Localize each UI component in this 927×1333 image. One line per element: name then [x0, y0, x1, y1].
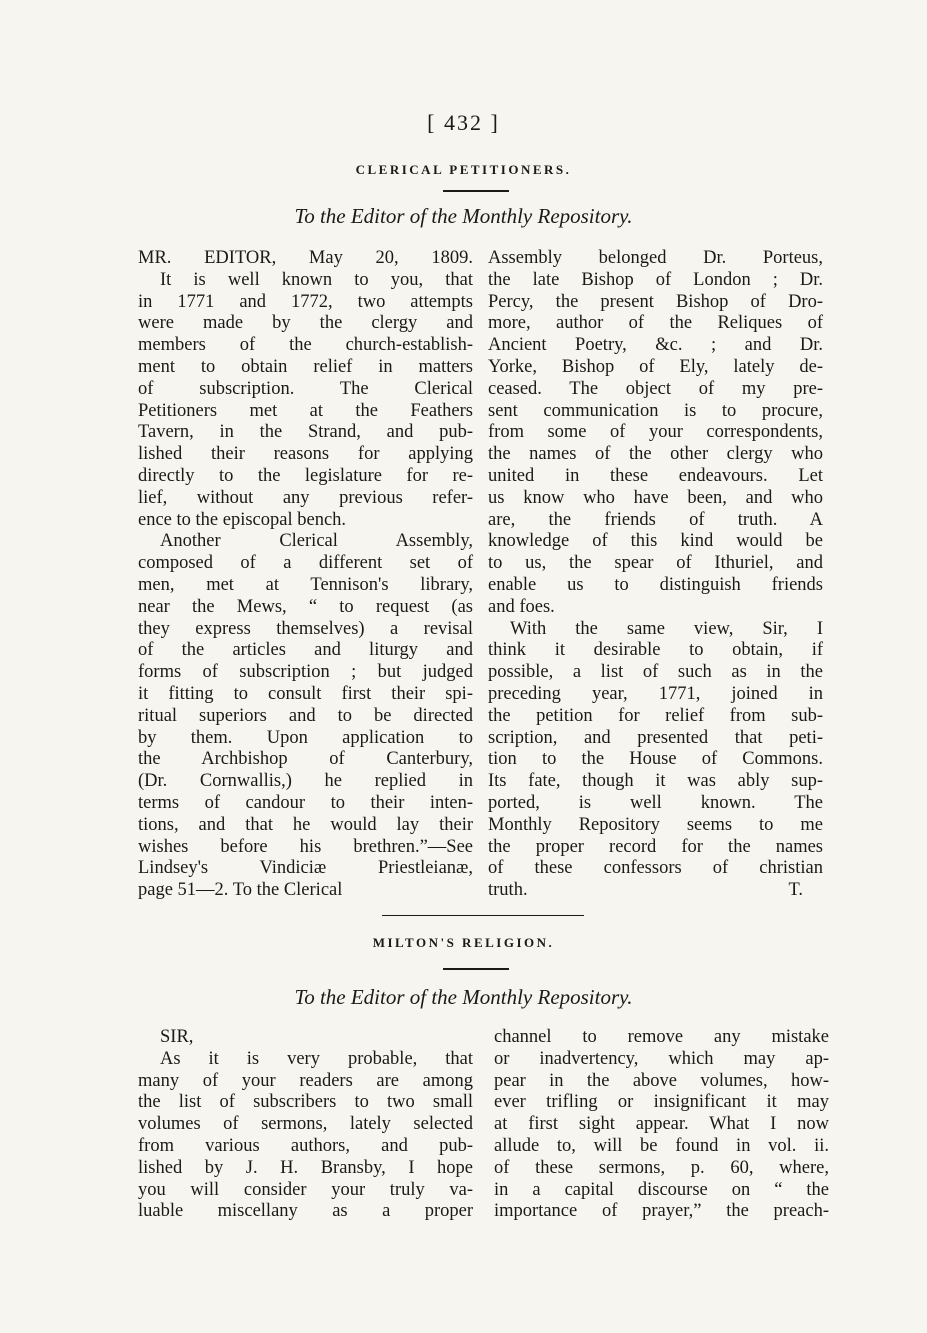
text-line: sent communication is to procure,: [488, 400, 823, 421]
text-line: to us, the spear of Ithuriel, and: [488, 553, 823, 574]
text-line: tions, and that he would lay their: [138, 814, 473, 835]
section1-right-column: [488, 248, 823, 902]
text-line: possible, a list of such as in the: [488, 662, 823, 683]
text-line: luable miscellany as a proper: [138, 1201, 473, 1222]
text-line: Assembly belonged Dr. Porteus,: [488, 248, 823, 268]
text-line: the Archbishop of Canterbury,: [138, 749, 473, 770]
text-line: the list of subscribers to two small: [138, 1092, 473, 1113]
section-heading-editor: To the Editor of the Monthly Repository.: [294, 985, 633, 1009]
text-line: Yorke, Bishop of Ely, lately de-: [488, 356, 823, 377]
text-line: in a capital discourse on “ the: [494, 1179, 829, 1200]
text-line: page 51—2. To the Clerical: [138, 880, 343, 901]
page-number: [ 432 ]: [427, 110, 500, 135]
text-line: think it desirable to obtain, if: [488, 640, 823, 661]
text-line: or inadvertency, which may ap-: [494, 1048, 829, 1069]
text-line: from some of your correspondents,: [488, 422, 823, 443]
text-line: volumes of sermons, lately selected: [138, 1114, 473, 1135]
text-line: wishes before his brethren.”—See: [138, 836, 473, 857]
text-line: As it is very probable, that: [160, 1048, 473, 1069]
text-line: With the same view, Sir, I: [510, 618, 823, 639]
text-line: men, met at Tennison's library,: [138, 574, 473, 595]
text-line: ported, is well known. The: [488, 792, 823, 813]
text-line: truth. T.: [488, 880, 823, 902]
text-line: the petition for relief from sub-: [488, 705, 823, 726]
text-line: lished their reasons for applying: [138, 444, 473, 465]
section-heading-editor: To the Editor of the Monthly Repository.: [294, 204, 633, 228]
signature: T.: [788, 880, 803, 901]
text-line: ritual superiors and to be directed: [138, 705, 473, 726]
title-rule: [443, 190, 509, 192]
text-line: Lindsey's Vindiciæ Priestleianæ,: [138, 858, 473, 879]
text-line: ceased. The object of my pre-: [488, 378, 823, 399]
text-line: they express themselves) a revisal: [138, 618, 473, 639]
text-line: many of your readers are among: [138, 1070, 473, 1091]
text-line: Another Clerical Assembly,: [160, 531, 473, 552]
text-line: the names of the other clergy who: [488, 444, 823, 465]
text-line: lief, without any previous refer-: [138, 487, 473, 508]
text-line: composed of a different set of: [138, 553, 473, 574]
text-line: (Dr. Cornwallis,) he replied in: [138, 771, 473, 792]
text-line: importance of prayer,” the preach-: [494, 1201, 829, 1222]
text-line: Its fate, though it was ably sup-: [488, 771, 823, 792]
text-line: more, author of the Reliques of: [488, 313, 823, 334]
text-line: Tavern, in the Strand, and pub-: [138, 422, 473, 443]
text-line: ence to the episcopal bench.: [138, 509, 347, 530]
text-line: in 1771 and 1772, two attempts: [138, 291, 473, 312]
text-line: members of the church-establish-: [138, 335, 473, 356]
section-divider-rule: [382, 915, 584, 916]
section1-left-column: [138, 248, 473, 902]
text-line: and foes.: [488, 596, 555, 617]
text-line: are, the friends of truth. A: [488, 509, 823, 530]
text-line: of subscription. The Clerical: [138, 378, 473, 399]
text-line: lished by J. H. Bransby, I hope: [138, 1157, 473, 1178]
text-line: channel to remove any mistake: [494, 1027, 829, 1047]
text-line: of these confessors of christian: [488, 858, 823, 879]
text-line: Ancient Poetry, &c. ; and Dr.: [488, 335, 823, 356]
text-line: Petitioners met at the Feathers: [138, 400, 473, 421]
text-line: us know who have been, and who: [488, 487, 823, 508]
text-line: terms of candour to their inten-: [138, 792, 473, 813]
section2-right-column: [494, 1027, 829, 1223]
text-line: the late Bishop of London ; Dr.: [488, 269, 823, 290]
text-line: tion to the House of Commons.: [488, 749, 823, 770]
text-line: forms of subscription ; but judged: [138, 662, 473, 683]
text-line: preceding year, 1771, joined in: [488, 683, 823, 704]
section2-left-column: [138, 1027, 473, 1223]
text-line: enable us to distinguish friends: [488, 574, 823, 595]
text-line: the proper record for the names: [488, 836, 823, 857]
text-line: of these sermons, p. 60, where,: [494, 1157, 829, 1178]
text-line: MR. EDITOR, May 20, 1809.: [138, 248, 473, 268]
text-line: were made by the clergy and: [138, 313, 473, 334]
text-line: It is well known to you, that: [160, 269, 473, 290]
text-line: of the articles and liturgy and: [138, 640, 473, 661]
text-line: near the Mews, “ to request (as: [138, 596, 473, 617]
text-line: you will consider your truly va-: [138, 1179, 473, 1200]
text-line: by them. Upon application to: [138, 727, 473, 748]
text-line: knowledge of this kind would be: [488, 531, 823, 552]
section-title-clerical-petitioners: CLERICAL PETITIONERS.: [355, 162, 572, 177]
text-line: ment to obtain relief in matters: [138, 356, 473, 377]
section-title-miltons-religion: MILTON'S RELIGION.: [372, 935, 555, 950]
text-line: it fitting to consult first their spi-: [138, 683, 473, 704]
text-line: ever trifling or insignificant it may: [494, 1092, 829, 1113]
text-line: SIR,: [160, 1027, 194, 1047]
text-line: at first sight appear. What I now: [494, 1114, 829, 1135]
text-line: allude to, will be found in vol. ii.: [494, 1135, 829, 1156]
text-line: Percy, the present Bishop of Dro-: [488, 291, 823, 312]
text-line: scription, and presented that peti-: [488, 727, 823, 748]
text-line: united in these endeavours. Let: [488, 465, 823, 486]
text-line: Monthly Repository seems to me: [488, 814, 823, 835]
text-line: directly to the legislature for re-: [138, 465, 473, 486]
title-rule: [443, 968, 509, 970]
text-line: pear in the above volumes, how-: [494, 1070, 829, 1091]
text-line: from various authors, and pub-: [138, 1135, 473, 1156]
